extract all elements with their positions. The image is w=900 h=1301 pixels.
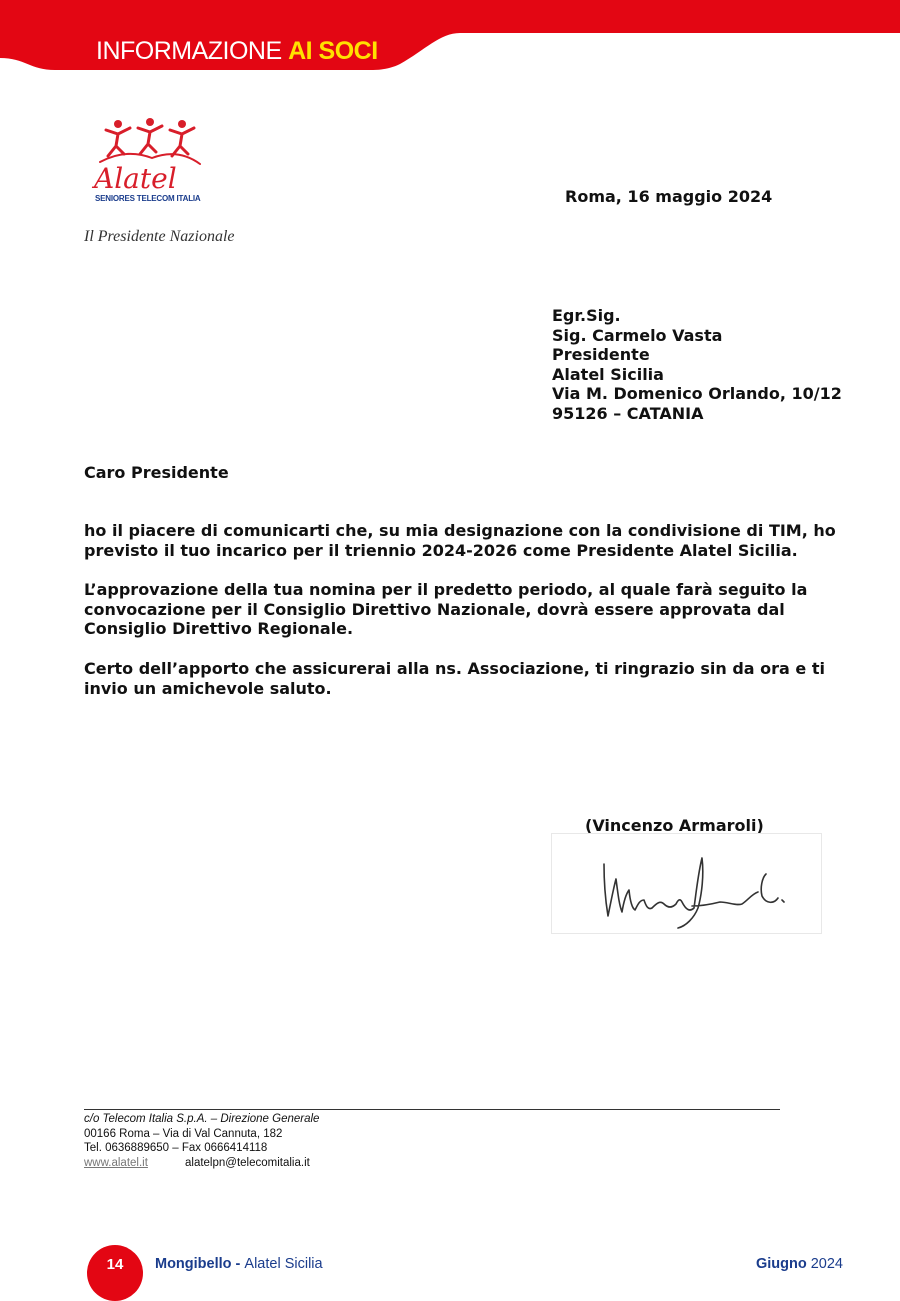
address-line: Alatel Sicilia (552, 364, 664, 384)
address-line: Sig. Carmelo Vasta (552, 325, 723, 345)
logo-subtitle: SENIORES TELECOM ITALIA (95, 194, 201, 203)
footer-address: 00166 Roma – Via di Val Cannuta, 182 (84, 1127, 283, 1140)
sender-title: Il Presidente Nazionale (84, 228, 235, 245)
recipient-address (552, 306, 842, 424)
handwritten-signature (551, 833, 822, 934)
salutation: Caro Presidente (84, 463, 229, 482)
footer-phone: Tel. 0636889650 – Fax 0666414118 (84, 1142, 268, 1154)
website-link[interactable]: www.alatel.it (84, 1156, 148, 1169)
address-line: Egr.Sig. (552, 306, 621, 325)
letter-date: Roma, 16 maggio 2024 (565, 187, 773, 206)
section-title: INFORMAZIONE AI SOCI (96, 37, 378, 65)
address-line: Via M. Domenico Orlando, 10/12 (552, 384, 842, 404)
letterhead-footer (84, 1112, 319, 1170)
body-paragraph: Certo dell’apporto che assicurerai alla ns. Associazione, ti ringrazio sin da ora e ti invio un amichevole saluto. (84, 659, 825, 698)
footer-email[interactable]: alatelpn@telecomitalia.it (185, 1156, 310, 1169)
page-number-badge (87, 1245, 143, 1301)
body-paragraph: L’approvazione della tua nomina per il predetto periodo, al quale farà seguito la convocazione per il Consiglio Direttivo Nazionale, dovrà essere approvata dal Consiglio Direttivo Regionale. (84, 580, 808, 639)
address-line: Presidente (552, 345, 650, 365)
address-line: 95126 – CATANIA (552, 403, 704, 423)
signer-name: (Vincenzo Armaroli) (585, 816, 764, 835)
body-paragraph: ho il piacere di comunicarti che, su mia designazione con la condivisione di TIM, ho previsto il tuo incarico per il triennio 2024-2026 come Presidente Alatel Sicilia. (84, 521, 836, 560)
magazine-title: Mongibello - Alatel Sicilia (155, 1256, 323, 1272)
footer-divider (84, 1109, 780, 1110)
issue-date: Giugno 2024 (755, 1256, 843, 1272)
footer-company: c/o Telecom Italia S.p.A. – Direzione Generale (84, 1113, 320, 1125)
page-number: 14 (106, 1256, 124, 1273)
logo-wordmark: Alatel (94, 162, 177, 195)
